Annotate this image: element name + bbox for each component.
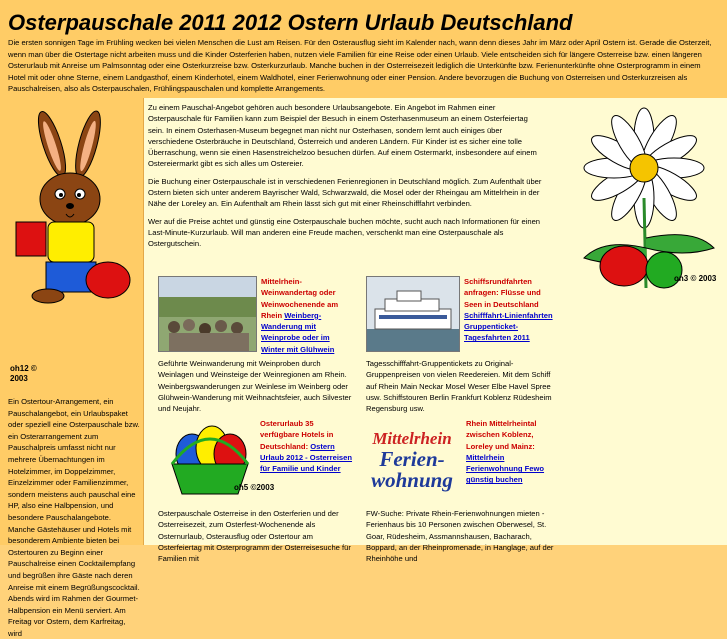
left-sidebar	[0, 98, 144, 638]
flat-card-link[interactable]: Mittelrhein Ferienwohnung Fewo günstig buchen	[466, 452, 545, 485]
flat-card-text: FW-Suche: Private Rhein-Ferienwohnungen mieten - Ferienhaus bis 10 Personen zwischen Oberwesel, St. Goar, Rüdesheim, Assmannshausen, Bacharach, Boppard, an der Rheinpromenade, in Hanglage, auf der Rheinhöhe und	[366, 509, 554, 564]
ship-card-heading: Schiffsrundfahrten anfragen: Flüsse und Seen in Deutschland	[464, 277, 541, 309]
page-header	[0, 0, 727, 99]
flat-card-heading-box	[466, 418, 562, 486]
ship-photo	[366, 276, 460, 352]
ship-card-link[interactable]: Schifffahrt-Linienfahrten Gruppenticket-Tagesfahrten 2011	[464, 310, 553, 343]
intro-text: Die ersten sonnigen Tage im Frühling wecken bei vielen Menschen die Lust am Reisen. Für den Osterausflug sieht im Kalender nach, wann denn dieses Jahr im März oder April Ostern ist. Gerade die Osterzeit, wenn man über die Ostertage nicht arbeiten muss und die Kinder Osterferien haben, nutzen viele Familien für eine Reise oder einen Urlaub. Viele entscheiden sich für längere Osterreise bzw. einen längeren Osterurlaub mit Anreise um Palmsonntag oder eine Osterkurzreise bzw. Osterkurzurlaub. Manche buchen in der Osterreisezeit lediglich die Unterkünfte bzw. Ferienunterkünfte ohne Osterprogramm in einem Hotel mit oder ohne Sterne, einem Landgasthof, einem Kinderhotel, einem Waldhotel, einer Ferienwohnung oder einer Pension. Andere bevorzugen die Buchung von Osterreisen und Osterkurzreisen als Pauschalreisen, also als Osterpauschalen, Frühlingspauschalen und komplette Arrangements.	[8, 38, 712, 94]
paragraph-regions: Die Buchung einer Osterpauschale ist in verschiedenen Ferienregionen in Deutschland möglich. Zum Aufenthalt über Ostern bieten sich unter anderem Bayrischer Wald, Schwarzwald, die Mosel oder der Rheingau am Mittelrhein in der Nähe der Loreley an. Ein Aufenthalt am Rhein lässt sich gut mit einer Rheinschifffahrt verbinden.	[148, 176, 542, 209]
paragraph-lastminute: Wer auf die Preise achtet und günstig eine Osterpauschale buchen möchte, sucht auch nach Informationen für einen Last-Minute-Kurzurlaub. Will man anderen eine Freude machen, verschenkt man eine Osterpauschale als Ostergutschein.	[148, 216, 541, 249]
paragraph-museum: Zu einem Pauschal-Angebot gehören auch besondere Urlaubsangebote. Ein Angebot im Rahmen einer Osterpauschale für Familien kann zum Beispiel der Besuch in einem Osterhasenmuseum an einem Osterfeiertag sein. In einem Osterhasen-Museum begegnet man nicht nur Osterhasen, sondern lernt auch einiges über verschiedene Osterbräuche in Deutschland, Österreich und anderen Ländern. Für Kinder ist es sicher eine tolle Überraschung, wenn sie einen Hasenstreichelzoo besuchen dürfen. Auf einem Ostermarkt, insbesondere auf einem Ostereiermarkt gibt es sich alles um Ostereier.	[148, 103, 537, 169]
wine-hiking-photo	[158, 276, 257, 352]
wine-card-heading: Mittelrhein-Weinwandertag oder Weinwochenende am Rhein	[261, 277, 339, 320]
mittelrhein-ferienwohnung-logo: Mittelrhein Ferien- wohnung	[371, 429, 453, 492]
hotels-card-text: Osterpauschale Osterreise in den Osterferien und der Osterreisezeit, zum Osterfest-Wochenende als Osternurlaub, Osterausflug oder Ostertour am Osterfeiertag mit Osterprogramm der Osterreisesuche für Familien mit	[158, 509, 351, 564]
main-content	[144, 98, 727, 564]
ship-card-text: Tagesschifffahrt-Gruppentickets zu Original-Gruppenpreisen von vielen Reedereien. Mit dem Schiff auf Rhein Main Neckar Mosel Weser Elbe Havel Spree usw. Schiffstouren Berlin Frankfurt Koblenz Rüdesheim Regensburg usw.	[366, 359, 552, 414]
wine-card-text: Geführte Weinwanderung mit Weinproben durch Weinlagen und Weinsteige der Weinregionen am Rhein. Weinbergswanderungen zur Weinlese im Weinberg oder Glühwein-Wanderung mit Weihnachtsfeier, auch Silvester und Neujahr.	[158, 359, 352, 414]
wine-card-link[interactable]: Weinberg-Wanderung mit Weinprobe oder im Winter mit Glühwein	[261, 310, 335, 354]
hotels-card-heading: Osterurlaub 35 verfügbare Hotels in Deutschland:	[260, 419, 334, 451]
easter-bunny-image	[8, 104, 136, 304]
flat-card-heading: Rhein Mittelrheintal zwischen Koblenz, Loreley und Mainz:	[466, 419, 537, 451]
hotels-card-heading-box	[260, 418, 354, 474]
main-text	[148, 102, 544, 256]
flower-image-credit: on3 © 2003	[674, 274, 717, 283]
wine-card-heading-box	[261, 276, 353, 355]
left-sidebar-text: Ein Ostertour-Arrangement, ein Pauschalangebot, ein Urlaubspaket oder speziell eine Osterpauschale bzw. ein Osterarrangement zum Pauschalpreis umfasst nicht nur mehrere Übernachtungen im Hotelzimmer, im Doppelzimmer, Einzelzimmer oder Familienzimmer, sondern meistens auch pauschal eine HP, also eine Halbpension, und besondere Pauschalangebote. Manche Gästehäuser und Hotels mit besonderem Ambiente bieten bei Ostertouren zu Beginn einer Pauschalreise einen Cocktailempfang und begrüßen ihre Gäste nach deren Anreise mit einem Begrüßungscocktail. Abends wird im Rahmen der Gourmet-Halbpension ein Menü serviert. Am Freitag vor Ostern, dem Karfreitag, wird	[8, 397, 140, 638]
hotels-card-link[interactable]: Ostern Urlaub 2012 - Osterreisen für Familie und Kinder	[260, 441, 353, 474]
ship-card-heading-box	[464, 276, 560, 344]
bunny-image-credit: oh12 © 2003	[10, 364, 37, 383]
daisy-flower-image	[564, 98, 724, 298]
page-title: Osterpauschale 2011 2012 Ostern Urlaub Deutschland	[8, 10, 573, 35]
eggs-image-credit: oh5 ©2003	[234, 483, 275, 492]
